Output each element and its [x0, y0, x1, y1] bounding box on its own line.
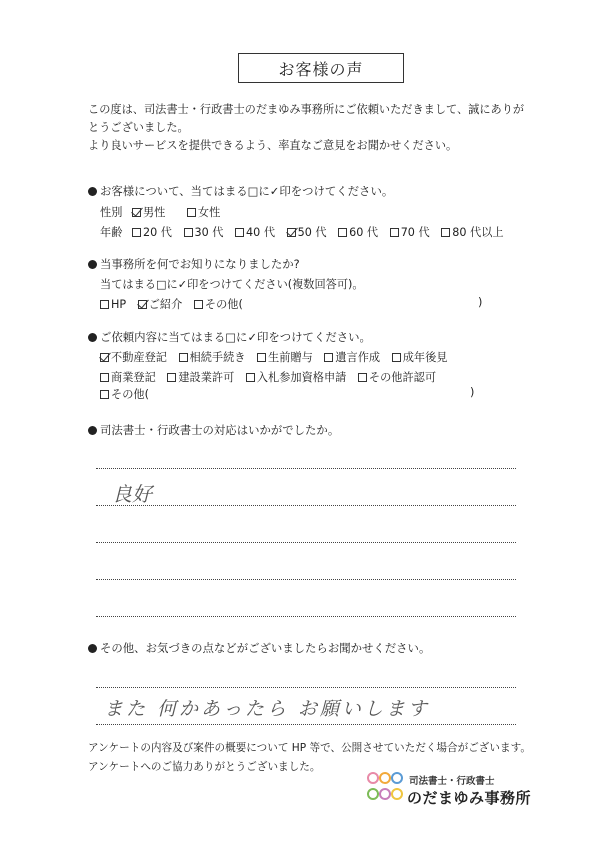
age-row: [100, 224, 512, 240]
checkbox-checked-icon[interactable]: [138, 300, 147, 309]
service-option-real-estate[interactable]: 不動産登記: [100, 349, 167, 365]
q2-title-text: 当事務所を何でお知りになりましたか?: [100, 257, 300, 271]
checkbox-icon[interactable]: [358, 373, 367, 382]
checkbox-checked-icon[interactable]: [100, 353, 109, 362]
q1-title: [88, 183, 393, 199]
answer-line: [96, 616, 516, 617]
checkbox-icon[interactable]: [187, 208, 196, 217]
checkbox-checked-icon[interactable]: [287, 228, 296, 237]
service-option-inheritance[interactable]: 相続手続き: [179, 349, 246, 365]
checkbox-checked-icon[interactable]: [132, 208, 141, 217]
service-option-commercial[interactable]: 商業登記: [100, 369, 156, 385]
checkbox-icon[interactable]: [179, 353, 188, 362]
checkbox-icon[interactable]: [132, 228, 141, 237]
source-other-close: ): [478, 296, 483, 309]
age-option-30[interactable]: 30 代: [184, 224, 224, 240]
q4-title: [88, 422, 339, 438]
office-logo: [367, 770, 537, 810]
answer-line: [96, 579, 516, 580]
answer-line: [96, 687, 516, 688]
page-title-text: お客様の声: [278, 59, 364, 79]
footer-note-2: アンケートへのご協力ありがとうございました。: [88, 761, 321, 773]
bullet-icon: [88, 644, 97, 653]
logo-subtitle: 司法書士・行政書士: [409, 776, 495, 787]
bullet-icon: [88, 333, 97, 342]
service-option-other-permit[interactable]: その他許認可: [358, 369, 436, 385]
source-option-referral[interactable]: ご紹介: [138, 296, 183, 312]
age-label: 年齢: [100, 226, 123, 239]
age-option-70[interactable]: 70 代: [390, 224, 430, 240]
logo-circles-icon: [367, 770, 403, 810]
age-option-60[interactable]: 60 代: [338, 224, 378, 240]
logo-name: のだまゆみ事務所: [407, 789, 532, 807]
age-option-50[interactable]: 50 代: [287, 224, 327, 240]
intro-line-1: この度は、司法書士・行政書士のだまゆみ事務所にご依頼いただきまして、誠にありが: [88, 103, 525, 116]
checkbox-icon[interactable]: [194, 300, 203, 309]
checkbox-icon[interactable]: [246, 373, 255, 382]
age-option-20[interactable]: 20 代: [132, 224, 172, 240]
service-option-guardianship[interactable]: 成年後見: [392, 349, 448, 365]
footer-note-1: アンケートの内容及び案件の概要について HP 等で、公開させていただく場合がございます。: [88, 742, 531, 754]
bullet-icon: [88, 260, 97, 269]
gender-option-female[interactable]: 女性: [187, 204, 220, 220]
service-option-construction[interactable]: 建設業許可: [167, 369, 234, 385]
gender-label: 性別: [100, 206, 123, 219]
checkbox-icon[interactable]: [184, 228, 193, 237]
q5-handwritten-answer[interactable]: また 何かあったら お願いします: [104, 698, 430, 720]
age-option-80[interactable]: 80 代以上: [441, 224, 503, 240]
answer-line: [96, 468, 516, 469]
service-other-close: ): [470, 386, 475, 399]
q3-row-1: [100, 349, 455, 365]
q3-row-3: [100, 386, 480, 402]
gender-row: [100, 204, 228, 220]
service-option-will[interactable]: 遺言作成: [324, 349, 380, 365]
service-option-other[interactable]: その他(: [100, 386, 149, 402]
age-option-40[interactable]: 40 代: [235, 224, 275, 240]
checkbox-icon[interactable]: [257, 353, 266, 362]
q1-title-text: お客様について、当てはまる□に✓印をつけてください。: [100, 184, 394, 198]
bullet-icon: [88, 426, 97, 435]
q4-title-text: 司法書士・行政書士の対応はいかがでしたか。: [100, 423, 340, 437]
answer-line: [96, 724, 516, 725]
answer-line: [96, 505, 516, 506]
intro-line-2: とうございました。: [88, 121, 189, 134]
intro-text: [88, 101, 528, 155]
q3-title-text: ご依頼内容に当てはまる□に✓印をつけてください。: [100, 330, 371, 344]
q3-row-2: [100, 369, 444, 385]
q5-title: [88, 640, 430, 656]
q2-subtitle: 当てはまる□に✓印をつけてください(複数回答可)。: [100, 278, 364, 291]
source-option-hp[interactable]: HP: [100, 298, 126, 311]
q5-title-text: その他、お気づきの点などがございましたらお聞かせください。: [100, 641, 431, 655]
checkbox-icon[interactable]: [100, 300, 109, 309]
answer-line: [96, 542, 516, 543]
q3-title: [88, 329, 371, 345]
source-option-other[interactable]: その他(: [194, 296, 243, 312]
service-option-bidding[interactable]: 入札参加資格申請: [246, 369, 347, 385]
checkbox-icon[interactable]: [100, 390, 109, 399]
service-option-gift[interactable]: 生前贈与: [257, 349, 313, 365]
q2-title: [88, 256, 300, 272]
checkbox-icon[interactable]: [338, 228, 347, 237]
page-title: [238, 53, 404, 83]
checkbox-icon[interactable]: [100, 373, 109, 382]
q4-handwritten-answer[interactable]: 良好: [112, 482, 152, 506]
q2-options-row: [100, 296, 490, 312]
checkbox-icon[interactable]: [390, 228, 399, 237]
intro-line-3: より良いサービスを提供できるよう、率直なご意見をお聞かせください。: [88, 139, 458, 152]
checkbox-icon[interactable]: [235, 228, 244, 237]
checkbox-icon[interactable]: [324, 353, 333, 362]
checkbox-icon[interactable]: [392, 353, 401, 362]
bullet-icon: [88, 187, 97, 196]
gender-option-male[interactable]: 男性: [132, 204, 165, 220]
checkbox-icon[interactable]: [441, 228, 450, 237]
checkbox-icon[interactable]: [167, 373, 176, 382]
